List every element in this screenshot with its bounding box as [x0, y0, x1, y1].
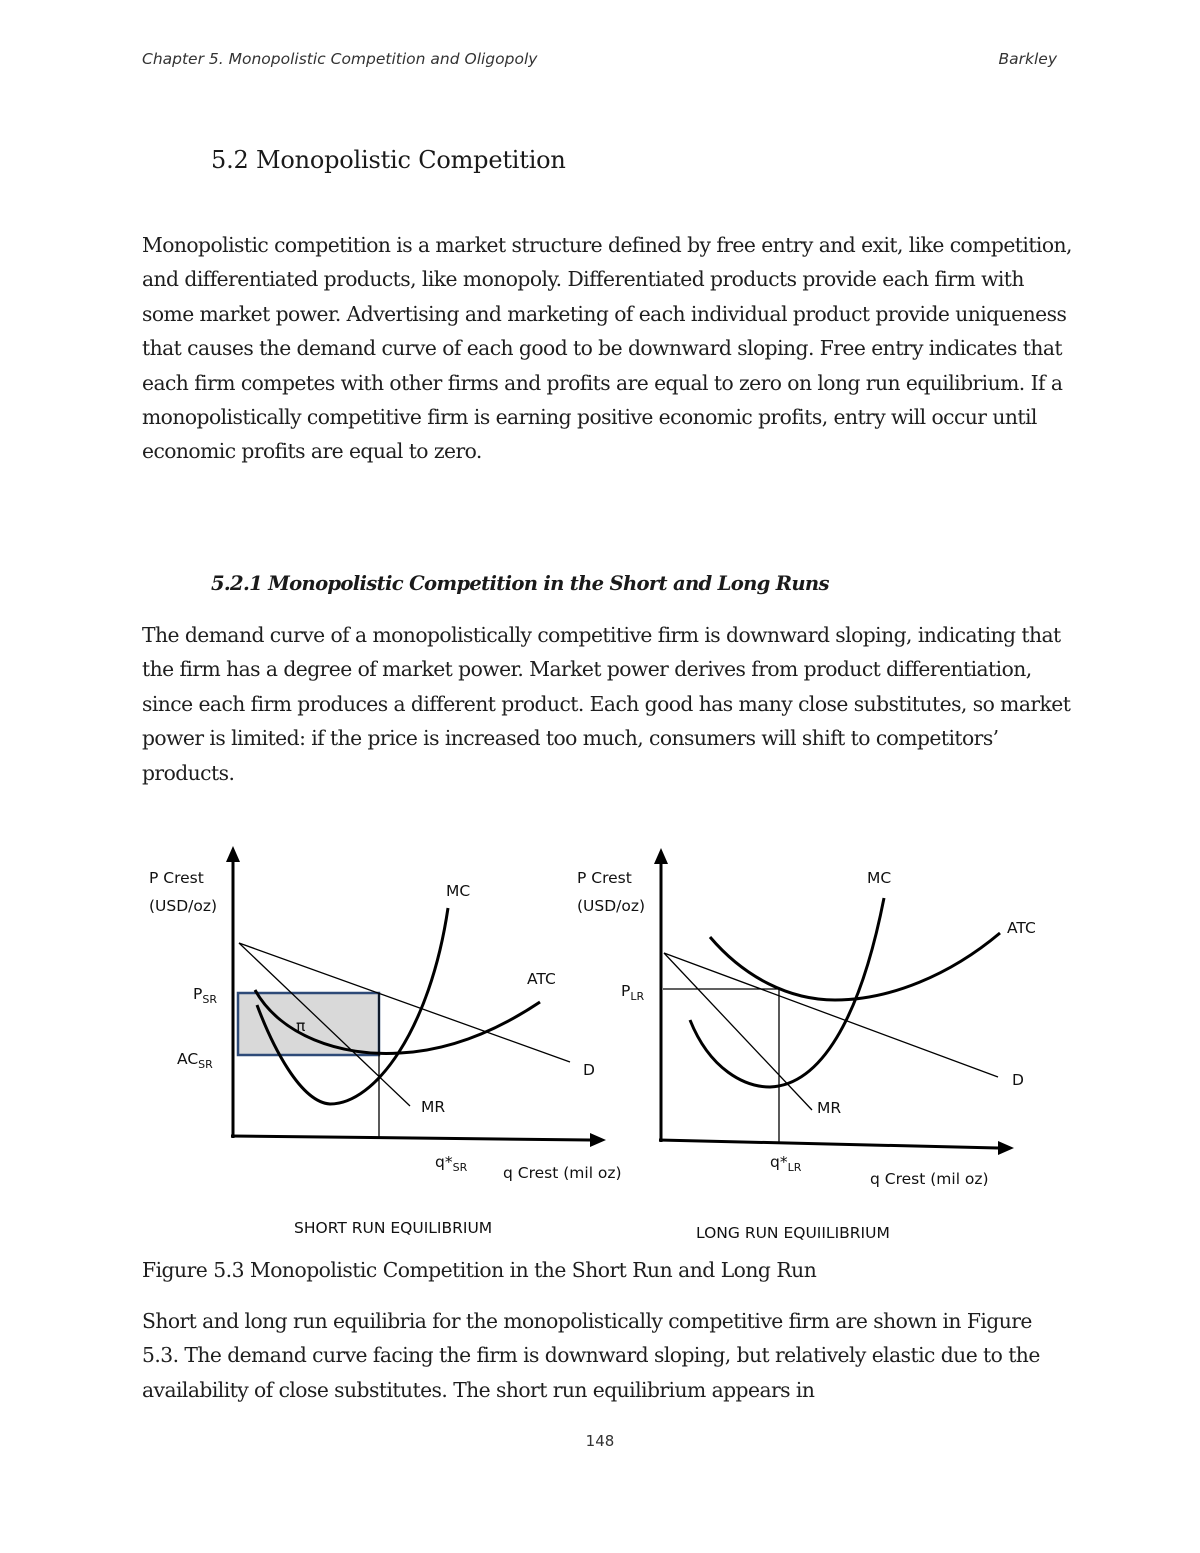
- sr-cost-subscript: SR: [198, 1058, 213, 1071]
- sr-mc-label: MC: [446, 882, 471, 900]
- subsection-title: 5.2.1 Monopolistic Competition in the Short and Long Runs: [211, 572, 829, 595]
- sr-y-axis-arrow: [226, 846, 240, 862]
- paragraph-equilibria: Short and long run equilibria for the monopolistically competitive firm are shown in Figure 5.3. The demand curve facing the firm is downward sloping, but relatively elastic due to the availability of close substitutes. The short run equilibrium appears in: [142, 1309, 1040, 1402]
- sr-quantity-subscript: SR: [452, 1161, 468, 1174]
- sr-y-axis-label-line2: (USD/oz): [149, 897, 218, 915]
- profit-label: π: [296, 1017, 306, 1035]
- sr-cost-letters: AC: [177, 1050, 199, 1068]
- sr-atc-label: ATC: [527, 970, 556, 988]
- sr-mr-label: MR: [421, 1098, 446, 1116]
- page-header: [142, 50, 1057, 74]
- lr-quantity-label: [770, 1153, 802, 1174]
- chapter-title: Chapter 5. Monopolistic Competition and Oligopoly: [142, 50, 538, 68]
- figure-caption: Figure 5.3 Monopolistic Competition in the Short Run and Long Run: [142, 1258, 817, 1282]
- lr-price-subscript: LR: [630, 990, 645, 1003]
- lr-quantity-letter: q*: [770, 1153, 788, 1171]
- sr-price-subscript: SR: [202, 993, 217, 1006]
- lr-price-letter: P: [621, 982, 631, 1000]
- lr-mr-curve: [664, 953, 812, 1110]
- paragraph-demand: The demand curve of a monopolistically competitive firm is downward sloping, indicating that the firm has a degree of market power. Market power derives from product differentiation, since each firm produces a different product. Each good has many close substitutes, so market power is limited: if the price is increased too much, consumers will shift to competitors’ products.: [142, 623, 1071, 785]
- sr-cost-label: [177, 1050, 213, 1071]
- sr-y-axis-label-line1: P Crest: [149, 869, 204, 887]
- paragraph-intro: Monopolistic competition is a market structure defined by free entry and exit, like competition, and differentiated products, like monopoly. Differentiated products provide each firm with some market power. Advertising and marketing of each individual product provide uniqueness that causes the demand curve of each good to be downward sloping. Free entry indicates that each firm competes with other firms and profits are equal to zero on long run equilibrium. If a monopolistically competitive firm is earning positive economic profits, entry will occur until economic profits are equal to zero.: [142, 233, 1072, 464]
- figure-5-3: [0, 830, 1200, 1250]
- author-name: Barkley: [998, 50, 1057, 68]
- profit-rectangle: [238, 993, 379, 1055]
- lr-d-label: D: [1012, 1071, 1024, 1089]
- lr-x-axis-arrow: [998, 1141, 1014, 1155]
- lr-atc-label: ATC: [1007, 919, 1036, 937]
- lr-chart-title: LONG RUN EQUIILIBRIUM: [696, 1224, 890, 1242]
- equilibrium-diagrams: [0, 830, 1200, 1250]
- lr-y-axis-arrow: [654, 848, 668, 864]
- page-number: 148: [585, 1432, 615, 1450]
- sr-quantity-label: [435, 1153, 468, 1174]
- sr-price-label: [193, 985, 217, 1006]
- sr-d-label: D: [583, 1061, 595, 1079]
- long-run-chart: [577, 848, 1036, 1242]
- sr-x-axis: [231, 1136, 590, 1140]
- sr-x-axis-label: q Crest (mil oz): [503, 1164, 622, 1182]
- lr-x-axis: [659, 1140, 998, 1148]
- lr-y-axis-label-line1: P Crest: [577, 869, 632, 887]
- lr-y-axis-label-line2: (USD/oz): [577, 897, 646, 915]
- lr-x-axis-label: q Crest (mil oz): [870, 1170, 989, 1188]
- lr-quantity-subscript: LR: [787, 1161, 802, 1174]
- sr-price-letter: P: [193, 985, 203, 1003]
- section-title: 5.2 Monopolistic Competition: [211, 146, 566, 174]
- sr-x-axis-arrow: [590, 1133, 606, 1147]
- lr-atc-curve: [710, 933, 1000, 1000]
- lr-mr-label: MR: [817, 1099, 842, 1117]
- sr-quantity-letter: q*: [435, 1153, 453, 1171]
- lr-price-label: [621, 982, 644, 1003]
- sr-chart-title: SHORT RUN EQUILIBRIUM: [294, 1219, 493, 1237]
- lr-mc-label: MC: [867, 869, 892, 887]
- short-run-chart: [149, 846, 622, 1237]
